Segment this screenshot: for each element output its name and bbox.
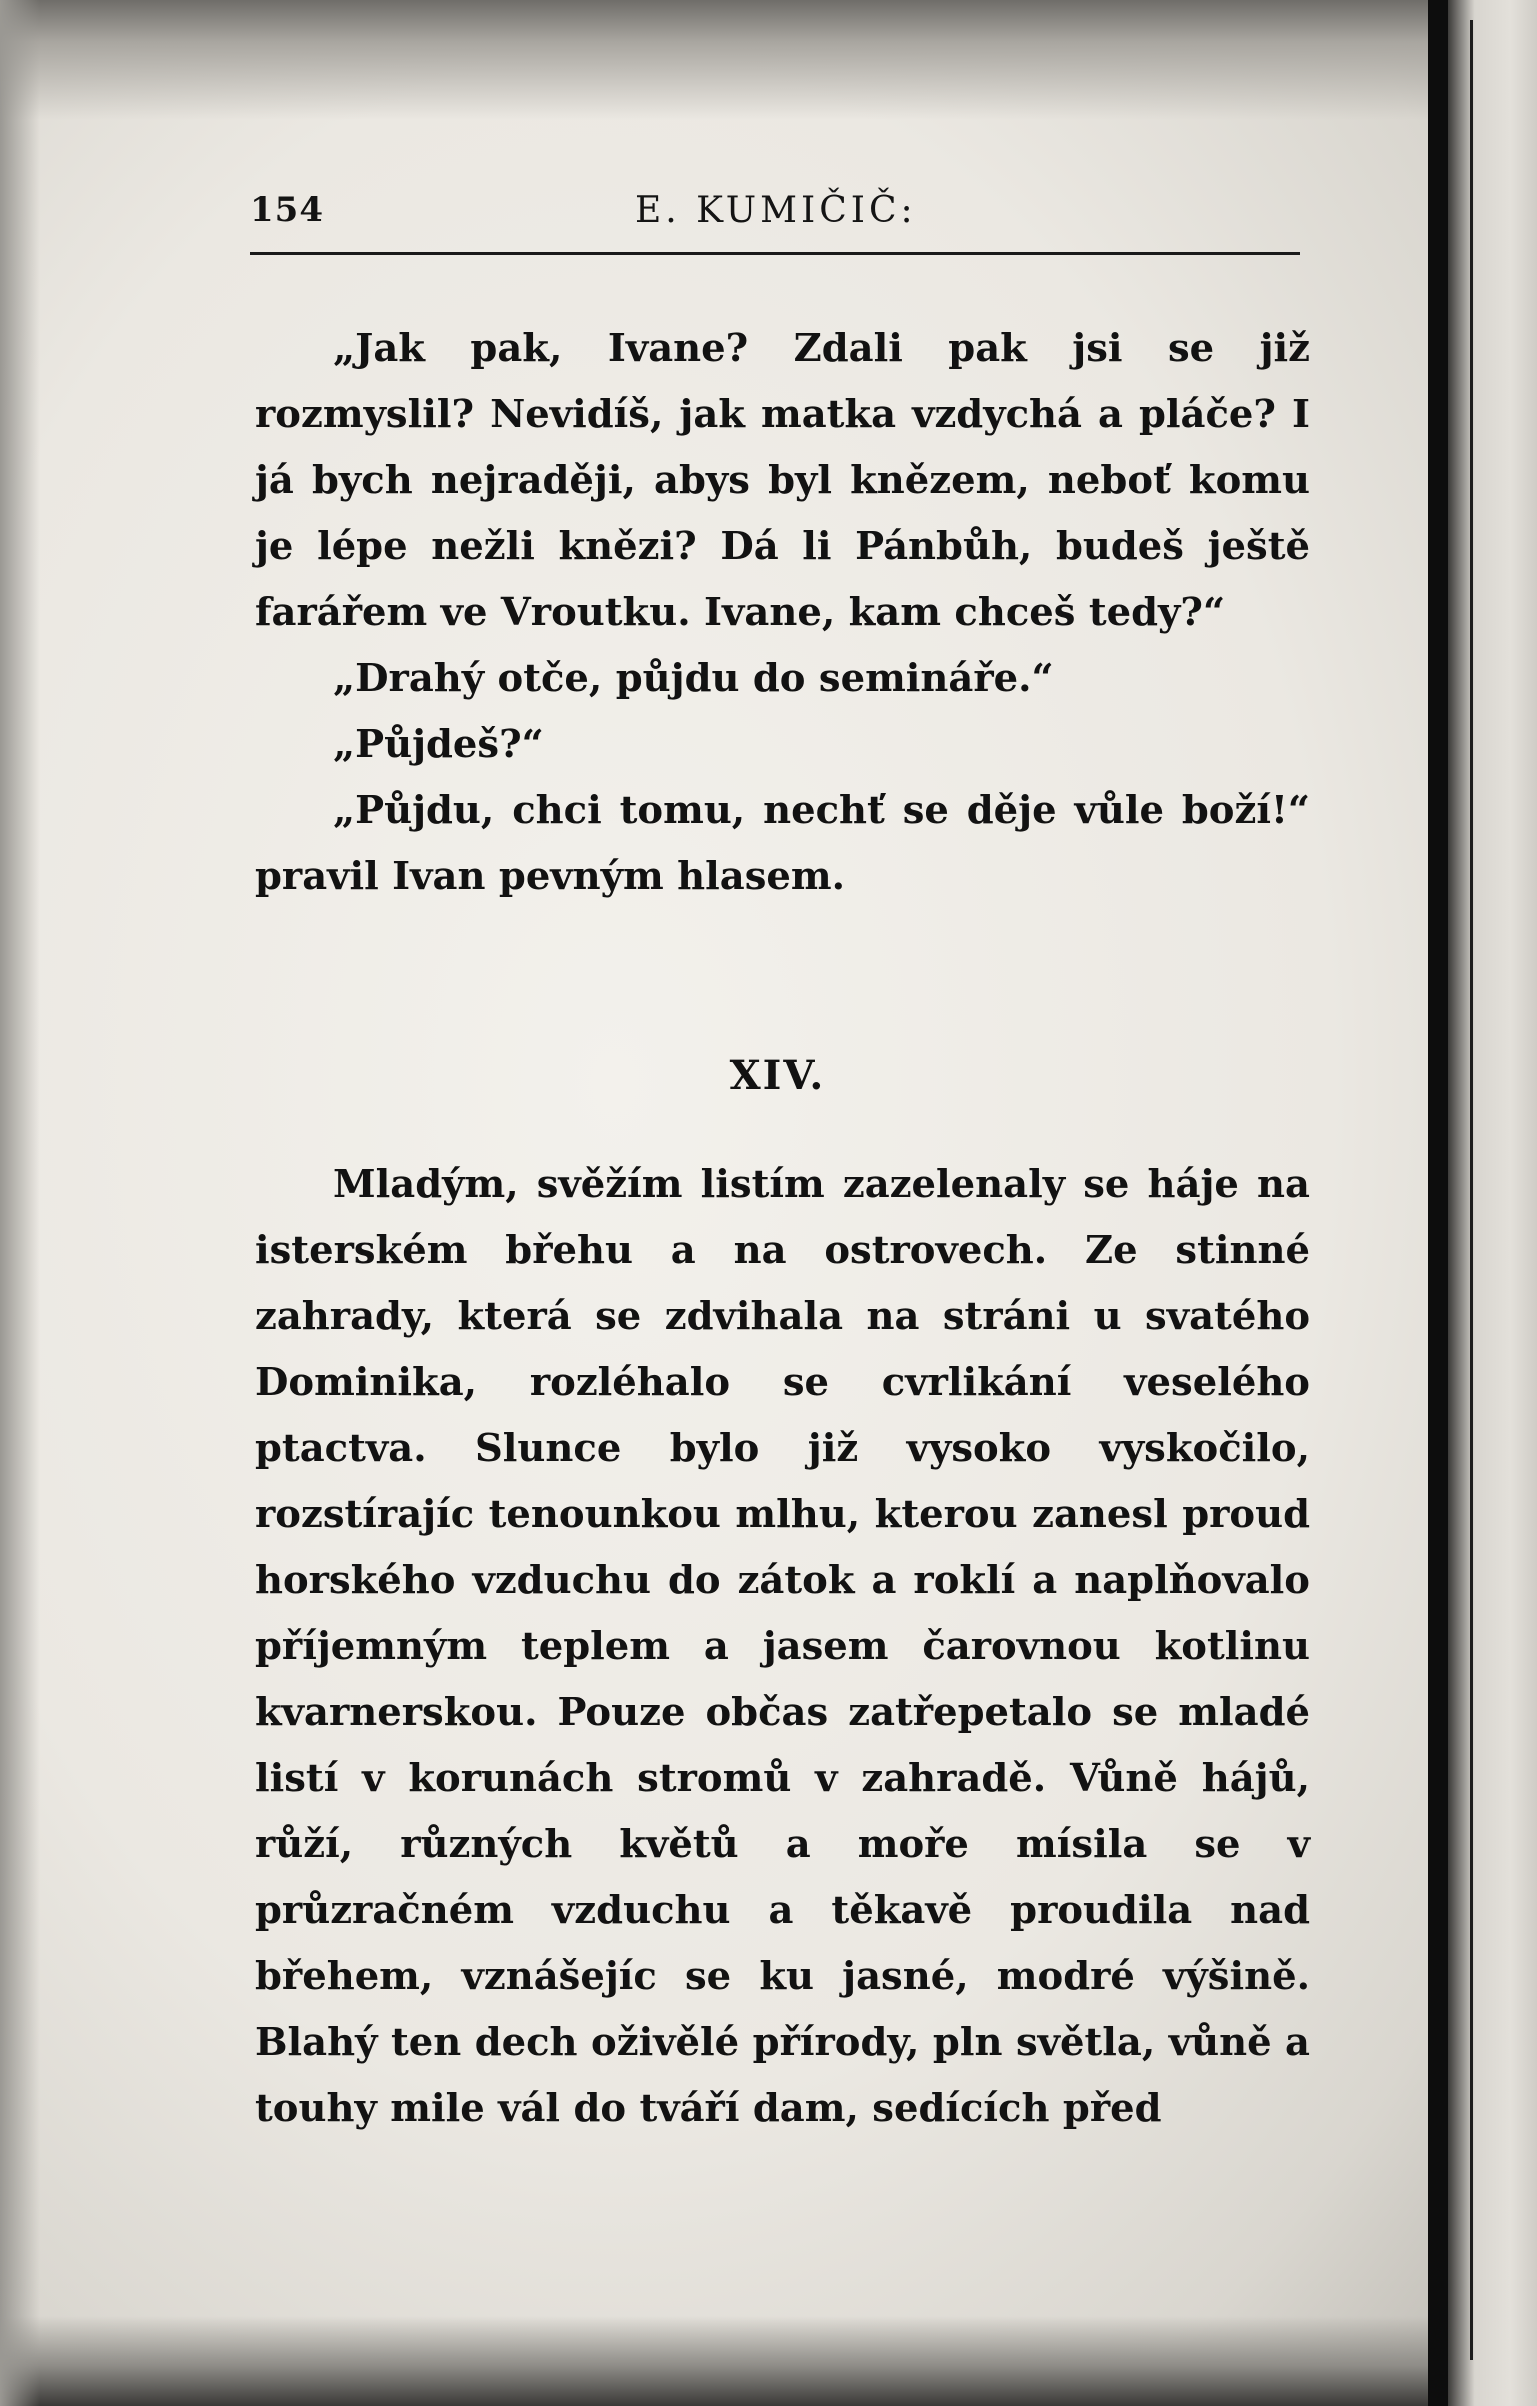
header-rule <box>250 252 1300 255</box>
chapter-heading: XIV. <box>729 1052 826 1099</box>
left-shadow <box>0 0 40 2406</box>
paragraph: „Půjdeš?“ <box>333 722 544 767</box>
paragraph: „Drahý otče, půjdu do semináře.“ <box>333 656 1054 701</box>
facing-page-line <box>1470 20 1473 2360</box>
page-number: 154 <box>250 190 324 230</box>
book-spine <box>1428 0 1448 2406</box>
text-after-chapter <box>255 1152 1310 2142</box>
paragraph: „Jak pak, Ivane? Zdali pak jsi se již rozmyslil? Nevidíš, jak matka vzdychá a pláče? I já bych nejraději, abys byl knězem, neboť komu je lépe nežli knězi? Dá li Pánbůh, budeš ještě farářem ve Vroutku. Ivane, kam chceš tedy?“ <box>255 326 1310 635</box>
text-before-chapter <box>255 316 1310 910</box>
top-shadow <box>0 0 1537 120</box>
page-header <box>250 190 1300 240</box>
bottom-shadow <box>0 2316 1537 2406</box>
paragraph: Mladým, svěžím listím zazelenaly se háje na isterském břehu a na ostrovech. Ze stinné zahrady, která se zdvihala na stráni u svatého Dominika, rozléhalo se cvrlikání veselého ptactva. Slunce bylo již vysoko vyskočilo, rozstírajíc tenounkou mlhu, kterou zanesl proud horského vzduchu do zátok a roklí a naplňovalo příjemným teplem a jasem čarovnou kotlinu kvarnerskou. Pouze občas zatřepetalo se mladé listí v korunách stromů v zahradě. Vůně hájů, růží, různých květů a moře mísila se v průzračném vzduchu a těkavě proudila nad břehem, vznášejíc se ku jasné, modré výšině. Blahý ten dech oživělé přírody, pln světla, vůně a touhy mile vál do tváří dam, sedících před <box>255 1162 1310 2131</box>
paragraph: „Půjdu, chci tomu, nechť se děje vůle boží!“ pravil Ivan pevným hlasem. <box>255 788 1310 899</box>
running-head: E. KUMIČIČ: <box>635 190 917 231</box>
facing-page-edge <box>1448 0 1537 2406</box>
